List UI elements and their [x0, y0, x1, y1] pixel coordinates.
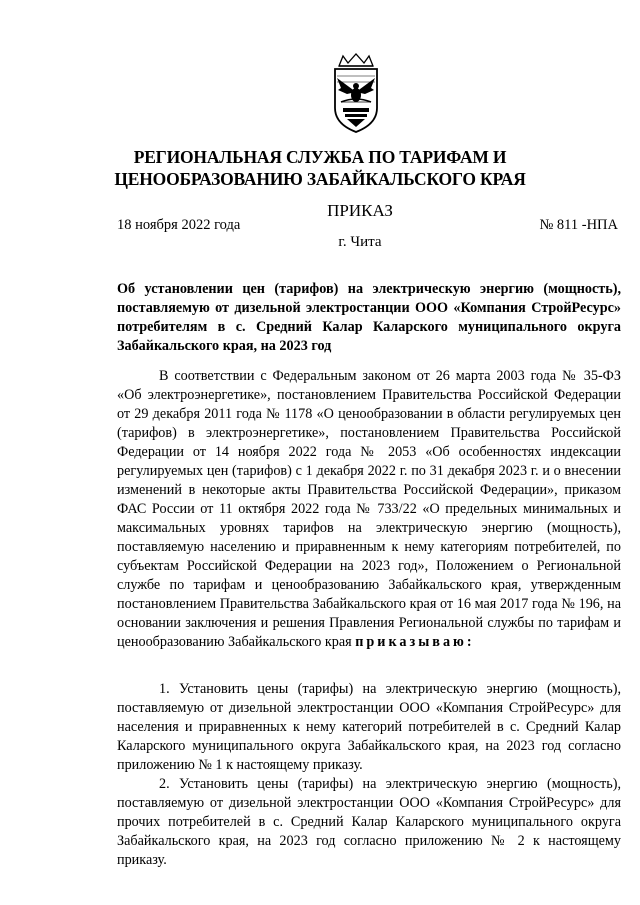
organization-title [100, 146, 540, 190]
document-type: ПРИКАЗ [327, 201, 393, 220]
organization-title-line-2: ЦЕНООБРАЗОВАНИЮ ЗАБАЙКАЛЬСКОГО КРАЯ [114, 169, 526, 189]
preamble-text: В соответствии с Федеральным законом от 26 марта 2003 года № 35-ФЗ «Об электроэнергетике», постановлением Правительства Российской Федерации от 29 декабря 2011 года № 1178 «О ценообразовании в области регулируемых цен (тарифов) в электроэнергетике», постановлением Правительства Российской Федерации от 14 ноября 2022 года № 2053 «Об особенностях индексации регулируемых цен (тарифов) с 1 декабря 2022 г. по 31 декабря 2023 г. и о внесении изменений в некоторые акты Правительства Российской Федерации», приказом ФАС России от 11 октября 2022 года № 733/22 «О предельных минимальных и максимальных уровнях тарифов на электрическую энергию (мощность), поставляемую населению и приравненным к нему категориям потребителей, по субъектам Российской Федерации на 2023 год», Положением о Региональной службе по тарифам и ценообразованию Забайкальского края, утвержденным постановлением Правительства Забайкальского края от 16 мая 2017 года № 196, на основании заключения и решения Правления Региональной службы по тарифам и ценообразованию Забайкальского края [117, 368, 621, 650]
preamble-paragraph [117, 367, 621, 652]
zabaikalsky-krai-coat-of-arms-icon [331, 52, 381, 136]
decree-word: приказываю: [355, 634, 475, 650]
document-subject: Об установлении цен (тарифов) на электрическую энергию (мощность), поставляемую от дизельной электростанции ООО «Компания СтройРесурс» потребителям в с. Средний Калар Каларского муниципального округа Забайкальского края, на 2023 год [117, 281, 621, 354]
decree-item-2: 2. Установить цены (тарифы) на электрическую энергию (мощность), поставляемую от дизельной электростанции ООО «Компания СтройРесурс» для прочих потребителей в с. Средний Калар Каларского муниципального округа Забайкальского края, на 2023 год согласно приложению № 2 к настоящему приказу. [117, 776, 621, 868]
document-date: 18 ноября 2022 года [117, 217, 241, 233]
document-number: № 811 -НПА [539, 217, 618, 233]
decree-items [117, 680, 621, 870]
document-city: г. Чита [338, 234, 382, 250]
decree-item-1: 1. Установить цены (тарифы) на электрическую энергию (мощность), поставляемую от дизельной электростанции ООО «Компания СтройРесурс» для населения и приравненных к нему категорий потребителей в с. Средний Калар Каларского муниципального округа Забайкальского края, на 2023 год согласно приложению № 1 к настоящему приказу. [117, 681, 621, 773]
organization-title-line-1: РЕГИОНАЛЬНАЯ СЛУЖБА ПО ТАРИФАМ И [133, 147, 507, 167]
document-preamble [117, 367, 621, 652]
